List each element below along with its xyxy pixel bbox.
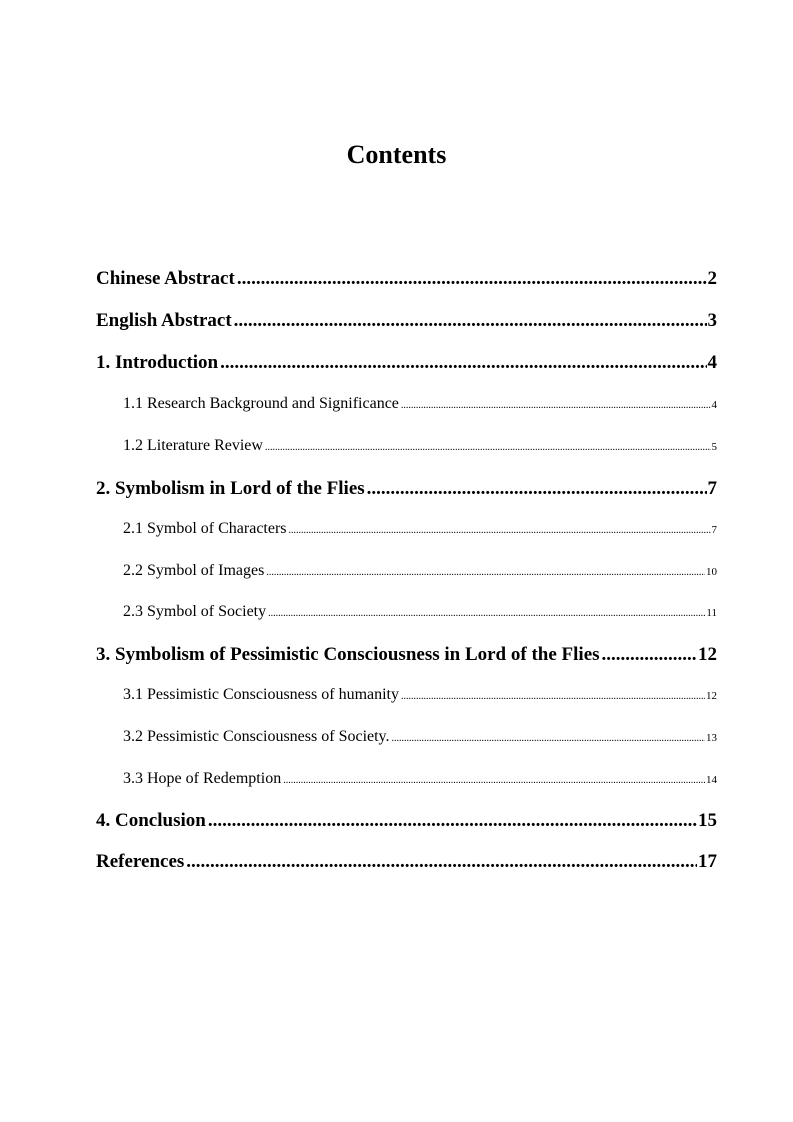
toc-entry-title: 3. Symbolism of Pessimistic Consciousness in Lord of the Flies — [96, 644, 600, 665]
toc-page-number: 5 — [711, 441, 717, 453]
toc-entry-title: 1. Introduction — [96, 352, 219, 373]
toc-entry-title: 3.3 Hope of Redemption — [123, 770, 282, 787]
toc-entry-literature-review[interactable] — [123, 435, 717, 459]
toc-entry-title: English Abstract — [96, 310, 232, 331]
toc-page-number: 12 — [698, 644, 717, 665]
dot-leader — [186, 849, 697, 875]
toc-page-number: 2 — [707, 268, 717, 289]
toc-page-number: 4 — [707, 352, 717, 373]
toc-page-number: 3 — [707, 310, 717, 331]
toc-entry-title: 1.2 Literature Review — [123, 437, 263, 454]
dot-leader — [208, 808, 697, 834]
toc-page-number: 4 — [711, 399, 717, 411]
dot-leader — [401, 395, 711, 417]
toc-page-number: 13 — [706, 732, 717, 744]
toc-page-number: 12 — [706, 690, 717, 702]
toc-entry-conclusion[interactable] — [96, 808, 717, 834]
toc-entry-title: 2.2 Symbol of Images — [123, 562, 265, 579]
dot-leader — [237, 266, 707, 292]
dot-leader — [266, 562, 705, 584]
toc-entry-chinese-abstract[interactable] — [96, 266, 717, 292]
dot-leader — [289, 520, 711, 542]
toc-entry-research-background[interactable] — [123, 393, 717, 417]
dot-leader — [283, 770, 705, 792]
dot-leader — [367, 476, 707, 502]
toc-entry-introduction[interactable] — [96, 350, 717, 376]
toc-entry-title: 4. Conclusion — [96, 810, 206, 831]
dot-leader — [268, 603, 705, 625]
toc-page-number: 7 — [711, 524, 717, 536]
dot-leader — [220, 350, 706, 376]
toc-entry-references[interactable] — [96, 849, 717, 875]
page-title: Contents — [346, 140, 447, 169]
toc-entry-title: Chinese Abstract — [96, 268, 235, 289]
toc-entry-title: 3.2 Pessimistic Consciousness of Society. — [123, 728, 390, 745]
toc-entry-title: 3.1 Pessimistic Consciousness of humanity — [123, 686, 399, 703]
toc-entry-pessimistic-society[interactable] — [123, 726, 717, 750]
toc-entry-pessimistic-consciousness[interactable] — [96, 642, 717, 668]
toc-entry-symbol-of-society[interactable] — [123, 601, 717, 625]
toc-entry-title: 1.1 Research Background and Significance — [123, 395, 399, 412]
dot-leader — [234, 308, 707, 334]
dot-leader — [392, 728, 705, 750]
toc-entry-pessimistic-humanity[interactable] — [123, 684, 717, 708]
toc-entry-title: 2.3 Symbol of Society — [123, 603, 267, 620]
toc-entry-symbolism-lord-of-the-flies[interactable] — [96, 476, 717, 502]
toc-page-number: 14 — [706, 774, 717, 786]
toc-entry-symbol-of-images[interactable] — [123, 560, 717, 584]
toc-page-number: 11 — [706, 607, 717, 619]
toc-entry-english-abstract[interactable] — [96, 308, 717, 334]
toc-entry-hope-of-redemption[interactable] — [123, 768, 717, 792]
toc-entry-title: 2. Symbolism in Lord of the Flies — [96, 478, 365, 499]
toc-page-number: 17 — [698, 851, 717, 872]
toc-page-number: 7 — [707, 478, 717, 499]
dot-leader — [401, 686, 705, 708]
dot-leader — [265, 437, 711, 459]
toc-entry-title: References — [96, 851, 185, 872]
toc-entry-title: 2.1 Symbol of Characters — [123, 520, 287, 537]
toc-entry-symbol-of-characters[interactable] — [123, 518, 717, 542]
toc-page-number: 10 — [706, 566, 717, 578]
toc-page-number: 15 — [698, 810, 717, 831]
dot-leader — [602, 642, 697, 668]
